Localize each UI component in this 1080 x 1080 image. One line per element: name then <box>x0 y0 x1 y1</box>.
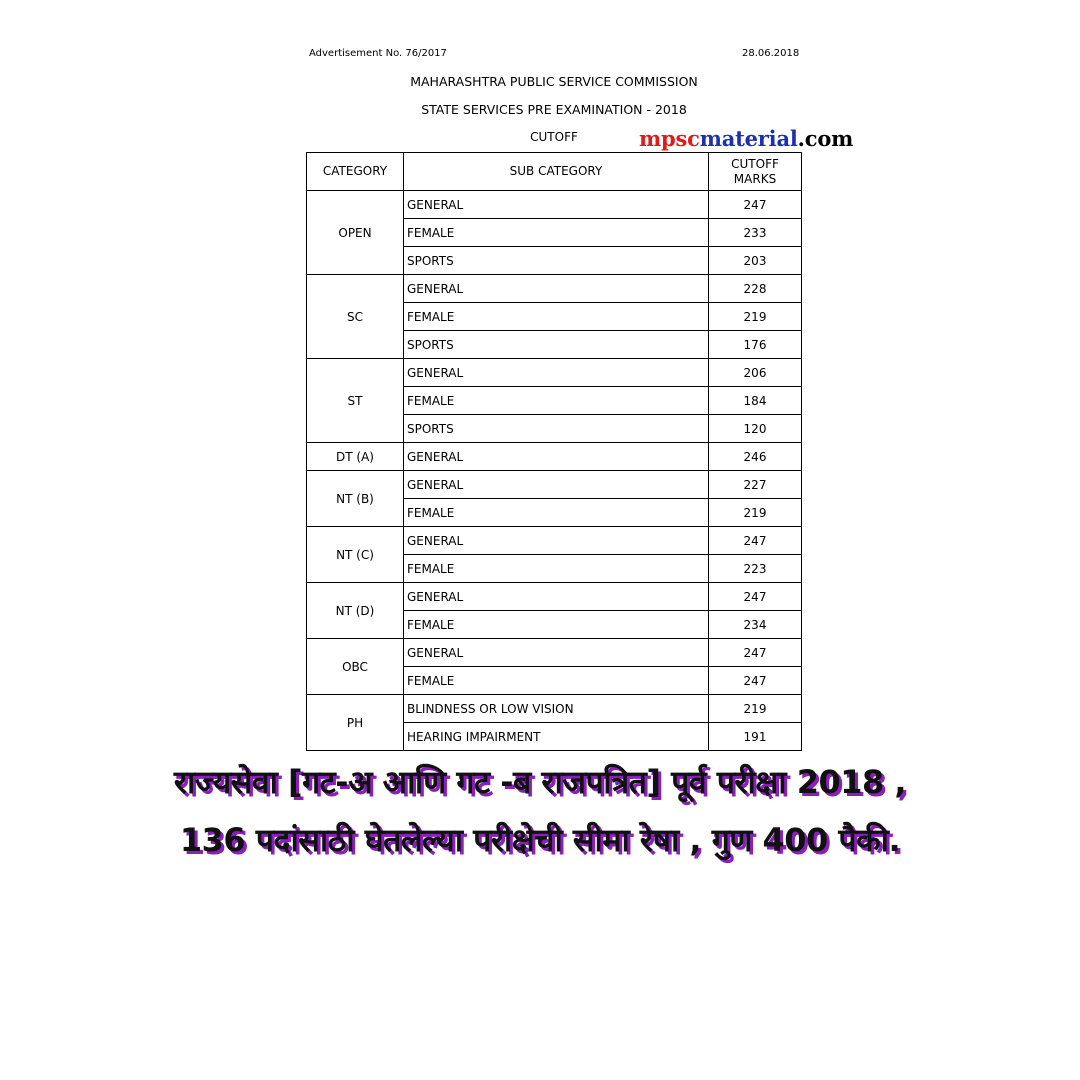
table-row <box>307 527 802 555</box>
document-date: 28.06.2018 <box>742 48 800 59</box>
cutoff-marks-cell: 219 <box>709 303 802 331</box>
category-cell: PH <box>307 695 404 751</box>
cutoff-marks-cell: 247 <box>709 639 802 667</box>
sub-category-cell: HEARING IMPAIRMENT <box>404 723 709 751</box>
cutoff-marks-cell: 227 <box>709 471 802 499</box>
sub-category-cell: BLINDNESS OR LOW VISION <box>404 695 709 723</box>
cutoff-marks-header-text: CUTOFF MARKS <box>731 156 779 186</box>
sub-category-cell: FEMALE <box>404 499 709 527</box>
sub-category-cell: FEMALE <box>404 219 709 247</box>
sub-category-cell: FEMALE <box>404 387 709 415</box>
table-row <box>307 583 802 611</box>
table-row <box>307 471 802 499</box>
sub-category-cell: SPORTS <box>404 415 709 443</box>
column-header-category: CATEGORY <box>307 153 404 191</box>
cutoff-marks-cell: 206 <box>709 359 802 387</box>
cutoff-marks-cell: 203 <box>709 247 802 275</box>
sub-category-cell: FEMALE <box>404 611 709 639</box>
cutoff-marks-cell: 219 <box>709 499 802 527</box>
cutoff-marks-cell: 247 <box>709 191 802 219</box>
table-body <box>307 191 802 751</box>
category-cell: DT (A) <box>307 443 404 471</box>
sub-category-cell: GENERAL <box>404 191 709 219</box>
cutoff-marks-cell: 219 <box>709 695 802 723</box>
sub-category-cell: GENERAL <box>404 639 709 667</box>
advertisement-number: Advertisement No. 76/2017 <box>309 48 447 59</box>
cutoff-marks-cell: 184 <box>709 387 802 415</box>
category-cell: OBC <box>307 639 404 695</box>
sub-category-cell: GENERAL <box>404 275 709 303</box>
cutoff-marks-cell: 176 <box>709 331 802 359</box>
cutoff-marks-cell: 233 <box>709 219 802 247</box>
category-cell: NT (D) <box>307 583 404 639</box>
cutoff-marks-cell: 191 <box>709 723 802 751</box>
watermark-logo <box>639 126 853 151</box>
table-row <box>307 359 802 387</box>
category-cell: SC <box>307 275 404 359</box>
cutoff-marks-cell: 247 <box>709 583 802 611</box>
sub-category-cell: GENERAL <box>404 359 709 387</box>
sub-category-cell: FEMALE <box>404 555 709 583</box>
category-cell: NT (C) <box>307 527 404 583</box>
cutoff-marks-cell: 246 <box>709 443 802 471</box>
sub-category-cell: SPORTS <box>404 331 709 359</box>
cutoff-table <box>306 152 802 751</box>
category-cell: ST <box>307 359 404 443</box>
table-header-row <box>307 153 802 191</box>
category-cell: OPEN <box>307 191 404 275</box>
sub-category-cell: GENERAL <box>404 527 709 555</box>
cutoff-marks-cell: 223 <box>709 555 802 583</box>
cutoff-marks-cell: 247 <box>709 667 802 695</box>
sub-category-cell: GENERAL <box>404 443 709 471</box>
table-row <box>307 639 802 667</box>
sub-category-cell: SPORTS <box>404 247 709 275</box>
sub-category-cell: FEMALE <box>404 303 709 331</box>
table-row <box>307 443 802 471</box>
column-header-cutoff-marks <box>709 153 802 191</box>
cutoff-marks-cell: 234 <box>709 611 802 639</box>
watermark-part-mpsc: mpsc <box>639 126 700 151</box>
cutoff-marks-cell: 120 <box>709 415 802 443</box>
category-cell: NT (B) <box>307 471 404 527</box>
table-row <box>307 275 802 303</box>
caption-line-1: राज्यसेवा [गट-अ आणि गट -ब राजपत्रित] पूर्व परीक्षा 2018 , <box>173 763 907 801</box>
watermark-part-material: material <box>699 126 798 151</box>
cutoff-marks-cell: 247 <box>709 527 802 555</box>
commission-title: MAHARASHTRA PUBLIC SERVICE COMMISSION <box>410 74 698 89</box>
sub-category-cell: GENERAL <box>404 583 709 611</box>
sub-category-cell: FEMALE <box>404 667 709 695</box>
table-row <box>307 695 802 723</box>
caption-line-2: 136 पदांसाठी घेतलेल्या परीक्षेची सीमा रेषा , गुण 400 पैकी. <box>179 821 901 859</box>
sub-category-cell: GENERAL <box>404 471 709 499</box>
cutoff-marks-cell: 228 <box>709 275 802 303</box>
column-header-sub-category: SUB CATEGORY <box>404 153 709 191</box>
watermark-part-domain: .com <box>797 126 854 151</box>
table-row <box>307 191 802 219</box>
exam-title: STATE SERVICES PRE EXAMINATION - 2018 <box>421 102 687 117</box>
section-title: CUTOFF <box>530 130 578 144</box>
